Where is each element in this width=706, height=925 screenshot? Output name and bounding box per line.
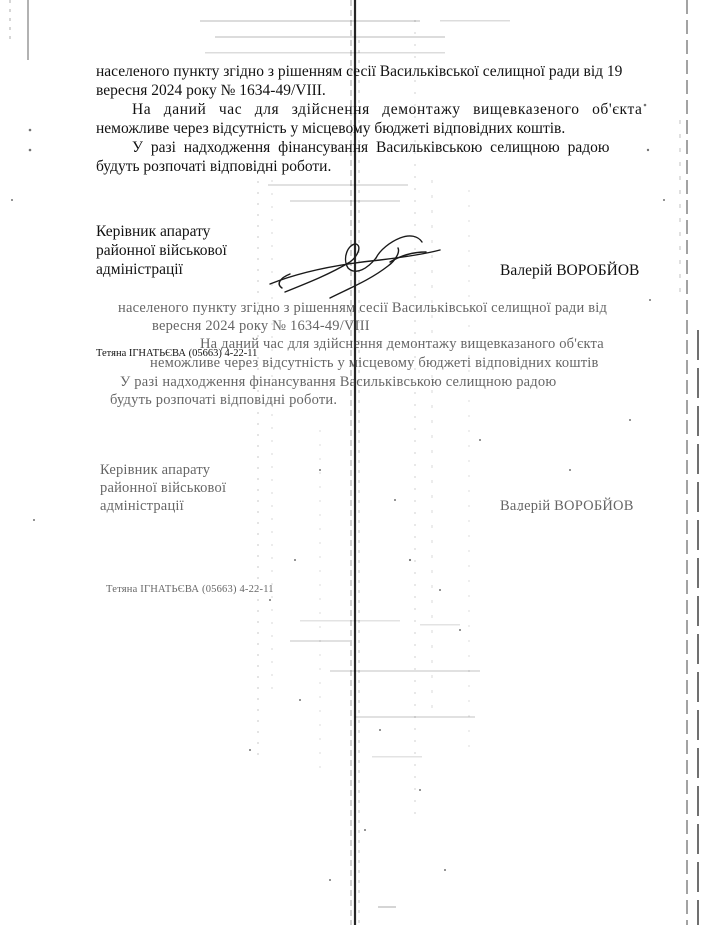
- paragraph-funding: [96, 100, 648, 138]
- paragraph-line: На даний час для здійснення демонтажу вищевказеного об'єкта: [132, 101, 643, 118]
- bleed-through-line: На даний час для здійснення демонтажу вищевказаного об'єкта: [200, 336, 604, 352]
- executor-contact: Тетяна ІГНАТЬЄВА (05663) 4-22-11: [96, 348, 258, 359]
- handwritten-signature: [230, 222, 460, 312]
- signer-position-line: Керівник апарату: [96, 223, 211, 240]
- bleed-through-line: У разі надходження фінансування Васильківською селищною радою: [120, 374, 557, 390]
- signer-position: [96, 222, 227, 279]
- paragraph-line: неможливе через відсутність у місцевому бюджеті відповідних коштів.: [96, 120, 566, 137]
- bleed-through-line: будуть розпочаті відповідні роботи.: [110, 392, 338, 408]
- paragraph-line: будуть розпочаті відповідні роботи.: [96, 158, 332, 175]
- paragraph-works: [96, 138, 648, 176]
- bleed-through-line: неможливе через відсутність у місцевому бюджеті відповідних коштів: [150, 355, 599, 371]
- paragraph-line: вересня 2024 року № 1634-49/VIII.: [96, 82, 326, 99]
- bleed-through-signer-name: Валерій ВОРОБЙОВ: [500, 498, 634, 514]
- bleed-through-signer: районної військової: [100, 480, 227, 496]
- paragraph-decision: [96, 62, 648, 100]
- bleed-through-signer: Керівник апарату: [100, 462, 211, 478]
- signer-position-line: адміністрації: [96, 261, 183, 278]
- signer-position-line: районної військової: [96, 242, 227, 259]
- bleed-through-line: населеного пункту згідно з рішенням сесії Васильківської селищної ради від: [118, 300, 608, 316]
- paragraph-line: населеного пункту згідно з рішенням сесії Васильківської селищної ради від 19: [96, 63, 623, 80]
- bleed-through-contact: Тетяна ІГНАТЬЄВА (05663) 4-22-11: [106, 584, 274, 595]
- bleed-through-line: вересня 2024 року № 1634-49/VIII: [152, 318, 370, 334]
- bleed-through-signer: адміністрації: [100, 498, 184, 514]
- paragraph-line: У разі надходження фінансування Васильківською селищною радою: [132, 139, 610, 156]
- signer-name: Валерій ВОРОБЙОВ: [500, 262, 640, 279]
